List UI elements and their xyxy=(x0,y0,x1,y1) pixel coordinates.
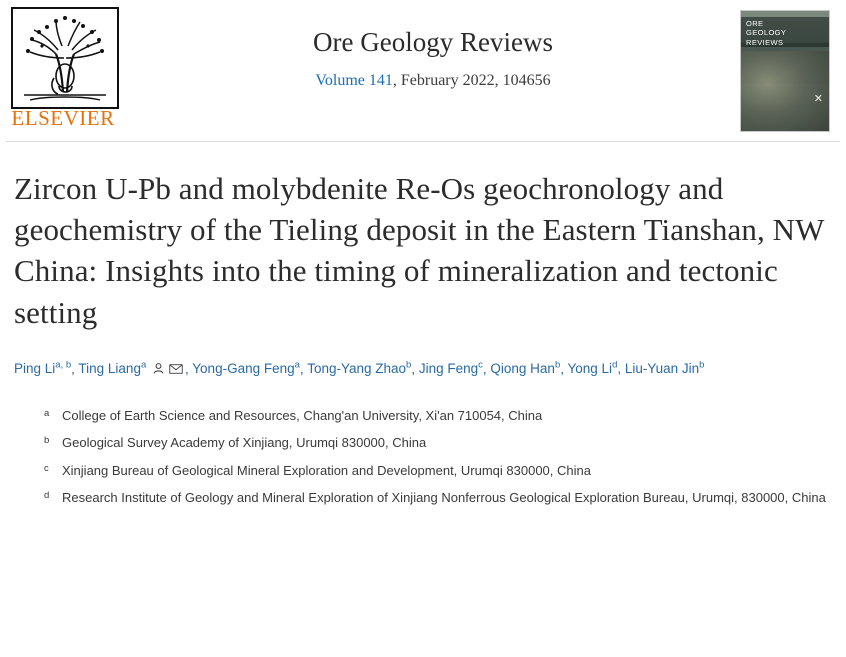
affiliation-mark: a xyxy=(44,408,50,420)
affiliation-text: Research Institute of Geology and Mineral Exploration of Xinjiang Nonferrous Geological Exploration Bureau, Urumqi, 830000, China xyxy=(62,489,826,505)
author-separator: , xyxy=(482,361,491,377)
cover-line-1: ORE xyxy=(746,19,764,28)
cover-line-2: GEOLOGY xyxy=(746,28,787,38)
author-affiliation-marks: a xyxy=(140,359,147,371)
author-affiliation-marks: b xyxy=(406,359,412,371)
author-item[interactable] xyxy=(307,361,411,376)
affiliation-mark: d xyxy=(44,489,50,501)
affiliation-text: Xinjiang Bureau of Geological Mineral Exploration and Development, Urumqi 830000, China xyxy=(62,462,591,478)
person-icon[interactable] xyxy=(152,359,165,384)
author-name[interactable]: Ting Liang xyxy=(78,361,141,377)
author-affiliation-marks: d xyxy=(612,359,618,371)
author-name[interactable]: Qiong Han xyxy=(490,361,555,377)
issue-meta: , February 2022, 104656 xyxy=(392,71,551,89)
author-affiliation-marks: b xyxy=(554,359,561,371)
author-name[interactable]: Ping Li xyxy=(14,361,56,377)
journal-info xyxy=(150,26,716,90)
elsevier-wordmark: ELSEVIER xyxy=(11,106,115,130)
author-item[interactable] xyxy=(617,361,704,376)
affiliation-text: College of Earth Science and Resources, Chang'an University, Xi'an 710054, China xyxy=(62,408,543,424)
affiliation-list xyxy=(44,406,832,508)
affiliation-text: Geological Survey Academy of Xinjiang, Urumqi 830000, China xyxy=(62,435,427,451)
author-item[interactable] xyxy=(568,361,618,376)
header-divider xyxy=(6,141,840,142)
author-item[interactable] xyxy=(78,361,146,376)
cover-photo xyxy=(741,51,829,131)
author-name[interactable]: Jing Feng xyxy=(418,361,479,377)
page-header xyxy=(0,0,846,142)
affiliation-row xyxy=(44,433,832,453)
author-affiliation-marks: b xyxy=(699,359,705,371)
affiliation-row xyxy=(44,406,832,426)
author-affiliation-marks: c xyxy=(478,359,483,371)
author-list xyxy=(14,357,832,384)
author-name[interactable]: , Liu-Yuan Jin xyxy=(617,361,700,377)
affiliation-mark: b xyxy=(44,435,50,447)
journal-cover-thumbnail[interactable] xyxy=(740,10,830,132)
volume-link[interactable]: Volume 141 xyxy=(315,71,393,89)
author-name[interactable]: Yong Li xyxy=(567,361,613,377)
author-item[interactable] xyxy=(490,361,560,376)
author-name[interactable]: Yong-Gang Feng xyxy=(192,361,295,377)
affiliation-row xyxy=(44,461,832,481)
author-separator: , xyxy=(411,361,419,377)
envelope-icon[interactable] xyxy=(169,359,183,384)
author-affiliation-marks: a, b xyxy=(55,359,72,371)
author-separator: , xyxy=(71,361,79,377)
journal-title[interactable]: Ore Geology Reviews xyxy=(313,27,553,57)
author-name[interactable]: Tong-Yang Zhao xyxy=(307,361,407,377)
author-separator xyxy=(146,361,150,376)
page-title: Zircon U-Pb and molybdenite Re-Os geochronology and geochemistry of the Tieling deposit in the Eastern Tianshan, NW China: Insights into the timing of mineralization and tectonic setting xyxy=(14,171,824,330)
cover-title-text xyxy=(746,19,824,47)
author-affiliation-marks: a xyxy=(294,359,300,371)
cover-line-3: REVIEWS xyxy=(746,37,784,47)
author-separator-after-icons: , xyxy=(185,361,193,377)
author-item[interactable] xyxy=(14,361,71,376)
author-item[interactable] xyxy=(419,361,483,376)
affiliation-row xyxy=(44,488,832,508)
close-icon[interactable]: ✕ xyxy=(813,93,823,105)
author-separator: , xyxy=(299,361,308,377)
journal-issue-line xyxy=(150,72,716,90)
affiliation-mark: c xyxy=(44,462,49,474)
author-separator: , xyxy=(560,361,568,377)
author-item[interactable] xyxy=(192,361,300,376)
